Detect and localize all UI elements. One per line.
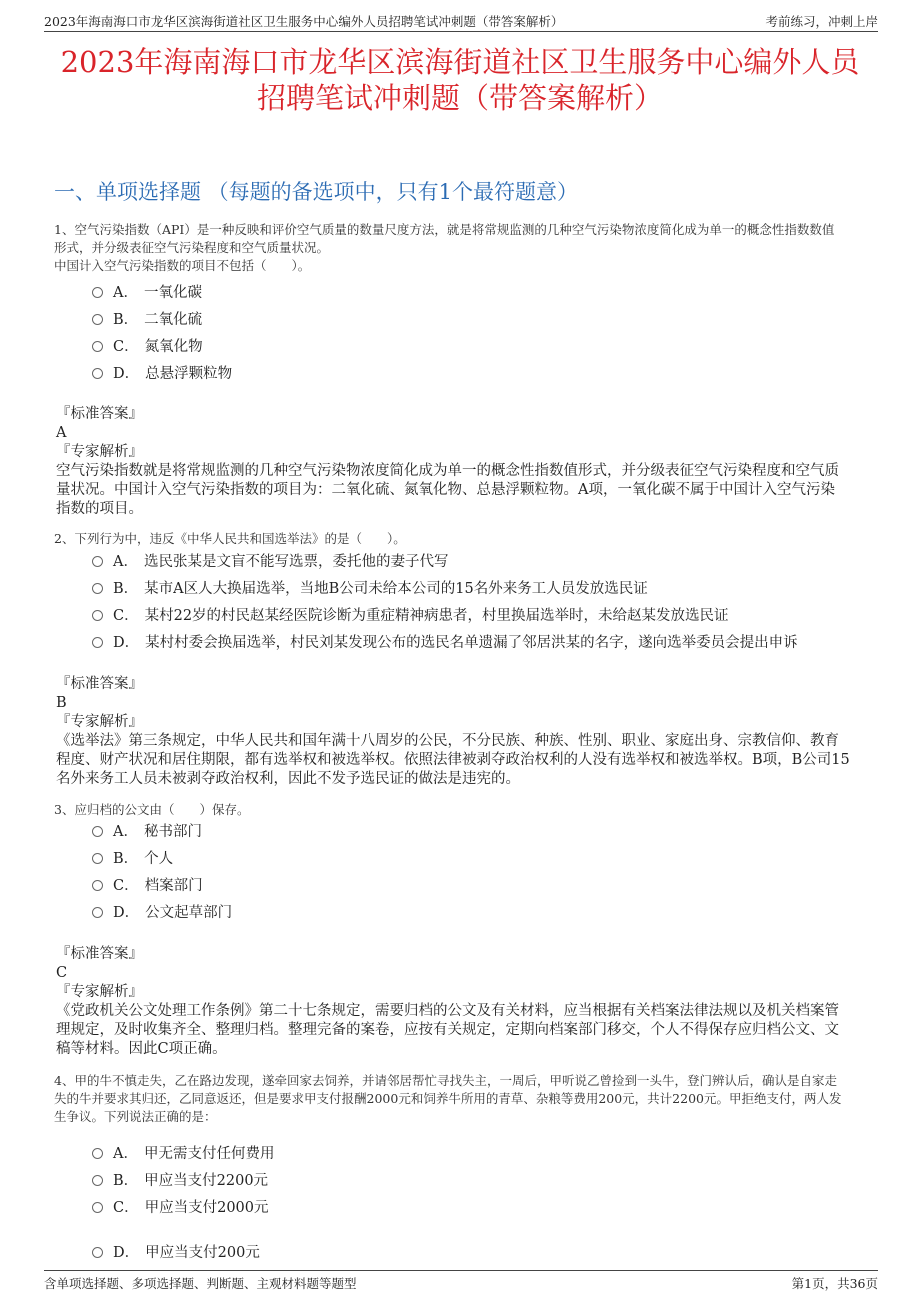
answer-heading: 『标准答案』 <box>56 406 143 422</box>
footer-question-types: 含单项选择题、多项选择题、判断题、主观材料题等题型 <box>44 1276 357 1291</box>
radio-icon[interactable] <box>92 1175 103 1186</box>
page-number: 第1页，共36页 <box>791 1276 878 1291</box>
page-header <box>44 10 878 32</box>
analysis-heading: 『专家解析』 <box>56 714 143 730</box>
page-footer <box>44 1270 878 1292</box>
question-4-text: 4、甲的牛不慎走失，乙在路边发现，遂牵回家去饲养，并请邻居帮忙寻找失主，一周后，甲听说乙曾捡到一头牛，登门辨认后，确认是自家走 失的牛并要求其归还，乙同意返还，但是要求甲支付报酬2000元和饲养牛所用的青草、杂粮等费用200元，共计2200元。甲拒绝支付，两人发 生争议。下列说法正确的是： <box>54 1073 842 1124</box>
header-doc-title: 2023年海南海口市龙华区滨海街道社区卫生服务中心编外人员招聘笔试冲刺题（带答案解析） <box>44 14 564 29</box>
question-1-option-c[interactable]: C． 氮氧化物 <box>92 337 203 357</box>
question-2-option-a[interactable]: A． 选民张某是文盲不能写选票，委托他的妻子代写 <box>92 552 448 572</box>
analysis-heading: 『专家解析』 <box>56 984 143 1000</box>
radio-icon[interactable] <box>92 287 103 298</box>
radio-icon[interactable] <box>92 1148 103 1159</box>
question-3-answer: 『标准答案』 C 『专家解析』 《党政机关公文处理工作条例》第二十七条规定，需要归档的公文及有关材料，应当根据有关档案法律法规以及机关档案管 理规定，及时收集齐全、整理归档。整理完备的案卷，应按有关规定，定期向档案部门移交，个人不得保存应归档公文、文 稿等材料。因此C项正确。 <box>56 945 866 1059</box>
document-title <box>40 44 880 116</box>
analysis-heading: 『专家解析』 <box>56 444 143 460</box>
header-slogan: 考前练习，冲刺上岸 <box>765 14 878 29</box>
question-2-option-b[interactable]: B． 某市A区人大换届选举，当地B公司未给本公司的15名外来务工人员发放选民证 <box>92 579 648 599</box>
radio-icon[interactable] <box>92 907 103 918</box>
radio-icon[interactable] <box>92 826 103 837</box>
question-1-answer: 『标准答案』 A 『专家解析』 空气污染指数就是将常规监测的几种空气污染物浓度简化成为单一的概念性指数值形式，并分级表征空气污染程度和空气质 量状况。中国计入空气污染指数的项目为：二氧化硫、氮氧化物、总悬浮颗粒物。A项，一氧化碳不属于中国计入空气污染 指数的项目。 <box>56 405 866 519</box>
question-3-text: 3、应归档的公文由（ ）保存。 <box>54 802 250 817</box>
question-4-option-c[interactable]: C． 甲应当支付2000元 <box>92 1198 269 1218</box>
question-2-answer: 『标准答案』 B 『专家解析』 《选举法》第三条规定，中华人民共和国年满十八周岁的公民，不分民族、种族、性别、职业、家庭出身、宗教信仰、教育 程度、财产状况和居住期限，都有选举权和被选举权。依照法律被剥夺政治权利的人没有选举权和被选举权。B项，B公司15 名外来务工人员未被剥夺政治权利，因此不发予选民证的做法是违宪的。 <box>56 675 866 789</box>
radio-icon[interactable] <box>92 1247 103 1258</box>
question-3-option-b[interactable]: B． 个人 <box>92 849 173 869</box>
radio-icon[interactable] <box>92 637 103 648</box>
question-1-option-a[interactable]: A． 一氧化碳 <box>92 283 202 303</box>
question-1-option-d[interactable]: D． 总悬浮颗粒物 <box>92 364 232 384</box>
radio-icon[interactable] <box>92 556 103 567</box>
answer-heading: 『标准答案』 <box>56 946 143 962</box>
radio-icon[interactable] <box>92 853 103 864</box>
answer-heading: 『标准答案』 <box>56 676 143 692</box>
radio-icon[interactable] <box>92 610 103 621</box>
question-2-text: 2、下列行为中，违反《中华人民共和国选举法》的是（ ）。 <box>54 531 406 546</box>
radio-icon[interactable] <box>92 368 103 379</box>
section-heading: 一、单项选择题 （每题的备选项中，只有1个最符题意） <box>54 180 579 204</box>
radio-icon[interactable] <box>92 880 103 891</box>
question-2-option-c[interactable]: C． 某村22岁的村民赵某经医院诊断为重症精神病患者，村里换届选举时，未给赵某发放选民证 <box>92 606 729 626</box>
radio-icon[interactable] <box>92 341 103 352</box>
question-3-option-c[interactable]: C． 档案部门 <box>92 876 203 896</box>
question-4-option-a[interactable]: A． 甲无需支付任何费用 <box>92 1144 274 1164</box>
question-1-option-b[interactable]: B． 二氧化硫 <box>92 310 202 330</box>
question-4-option-b[interactable]: B． 甲应当支付2200元 <box>92 1171 268 1191</box>
answer-value: B <box>56 695 67 711</box>
title-line-1: 2023年海南海口市龙华区滨海街道社区卫生服务中心编外人员 <box>60 45 860 79</box>
question-3-option-a[interactable]: A． 秘书部门 <box>92 822 202 842</box>
question-3-option-d[interactable]: D． 公文起草部门 <box>92 903 232 923</box>
answer-value: A <box>56 425 67 441</box>
question-4-option-d[interactable]: D． 甲应当支付200元 <box>92 1243 260 1263</box>
radio-icon[interactable] <box>92 583 103 594</box>
question-2-option-d[interactable]: D． 某村村委会换届选举，村民刘某发现公布的选民名单遗漏了邻居洪某的名字，遂向选举委员会提出申诉 <box>92 633 798 653</box>
radio-icon[interactable] <box>92 314 103 325</box>
radio-icon[interactable] <box>92 1202 103 1213</box>
answer-value: C <box>56 965 68 981</box>
title-line-2: 招聘笔试冲刺题（带答案解析） <box>256 81 663 115</box>
question-1-text: 1、空气污染指数（API）是一种反映和评价空气质量的数量尺度方法，就是将常规监测的几种空气污染物浓度简化成为单一的概念性指数数值 形式，并分级表征空气污染程度和空气质量状况。 中国计入空气污染指数的项目不包括（ ）。 <box>54 222 835 273</box>
